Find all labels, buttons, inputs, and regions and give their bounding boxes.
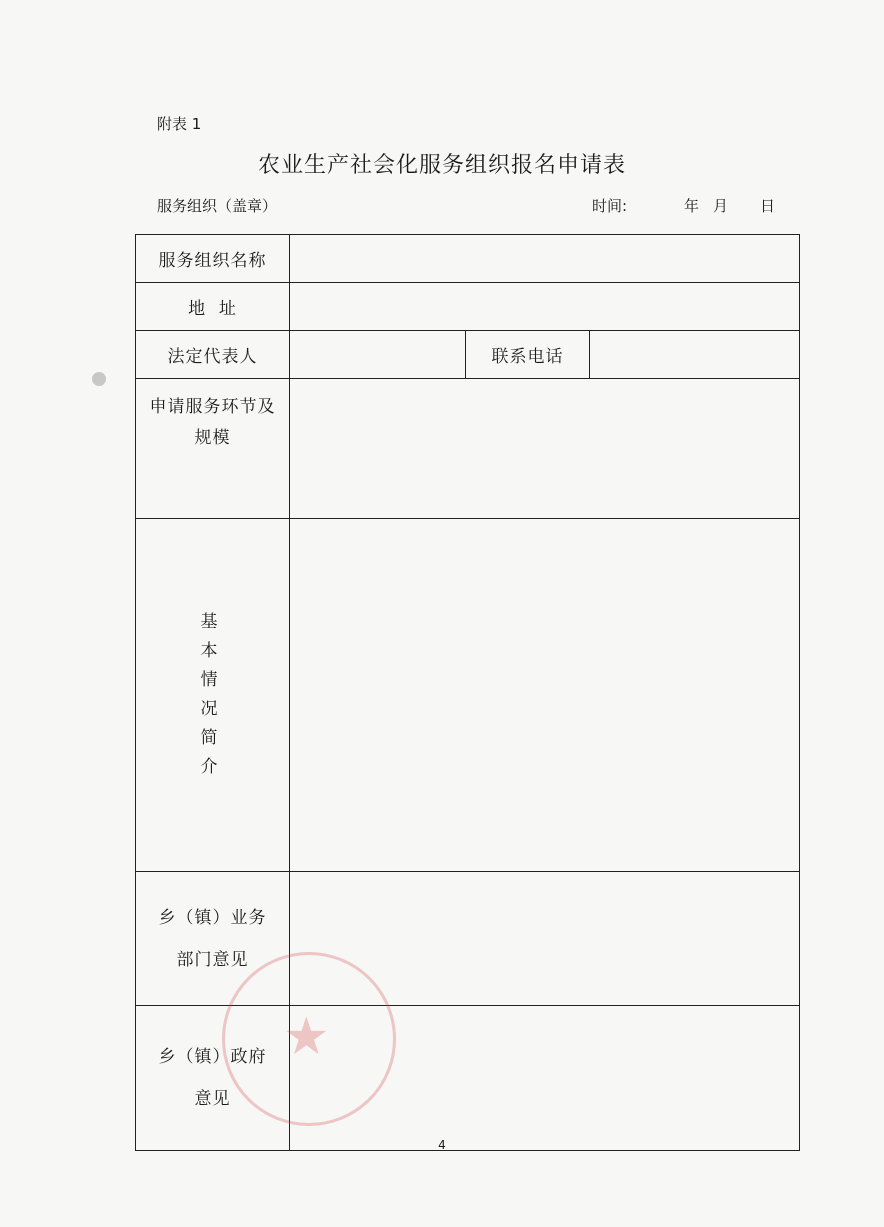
township-dept-label-line2: 部门意见 — [176, 949, 249, 970]
row-township-dept-opinion — [136, 872, 800, 1006]
service-scope-label-cell — [136, 379, 290, 519]
basic-info-field[interactable] — [290, 519, 800, 872]
legal-rep-label: 法定代表人 — [136, 331, 290, 379]
day-label: 日 — [760, 197, 776, 215]
service-scope-label-line2: 规模 — [194, 428, 231, 448]
row-basic-info — [136, 519, 800, 872]
scan-hole-mark — [92, 372, 106, 386]
org-seal-label: 服务组织（盖章） — [157, 197, 278, 215]
appendix-label: 附表 1 — [157, 115, 202, 133]
address-label: 地 址 — [136, 283, 290, 331]
basic-info-char: 介 — [200, 757, 219, 777]
row-township-gov-opinion — [136, 1006, 800, 1151]
basic-info-label-cell — [136, 519, 290, 872]
year-label: 年 — [684, 197, 700, 215]
township-dept-field[interactable] — [290, 872, 800, 1006]
basic-info-char: 况 — [200, 699, 219, 719]
org-name-label: 服务组织名称 — [136, 235, 290, 283]
time-label: 时间: — [592, 197, 628, 215]
township-gov-label-cell — [136, 1006, 290, 1151]
row-address — [136, 283, 800, 331]
phone-field[interactable] — [590, 331, 800, 379]
address-field[interactable] — [290, 283, 800, 331]
legal-rep-field[interactable] — [290, 331, 466, 379]
phone-label: 联系电话 — [466, 331, 590, 379]
service-scope-field[interactable] — [290, 379, 800, 519]
basic-info-char: 简 — [200, 728, 219, 748]
basic-info-char: 情 — [200, 670, 219, 690]
application-form-table — [135, 234, 800, 1151]
township-gov-label-line2: 意见 — [194, 1089, 231, 1109]
basic-info-label — [130, 608, 289, 782]
page-number: 4 — [438, 1138, 446, 1152]
row-org-name — [136, 235, 800, 283]
seal-star-icon: ★ — [283, 1007, 330, 1067]
township-dept-label-line1: 乡（镇）业务 — [158, 907, 267, 928]
month-label: 月 — [713, 197, 729, 215]
township-dept-label-cell — [136, 872, 290, 1006]
page-title: 农业生产社会化服务组织报名申请表 — [257, 153, 626, 178]
township-gov-label-line1: 乡（镇）政府 — [158, 1047, 267, 1067]
township-gov-field[interactable] — [290, 1006, 800, 1151]
service-scope-label-line1: 申请服务环节及 — [149, 397, 276, 417]
row-service-scope — [136, 379, 800, 519]
basic-info-char: 基 — [200, 612, 219, 632]
org-name-field[interactable] — [290, 235, 800, 283]
row-legal-rep — [136, 331, 800, 379]
basic-info-char: 本 — [200, 641, 219, 661]
